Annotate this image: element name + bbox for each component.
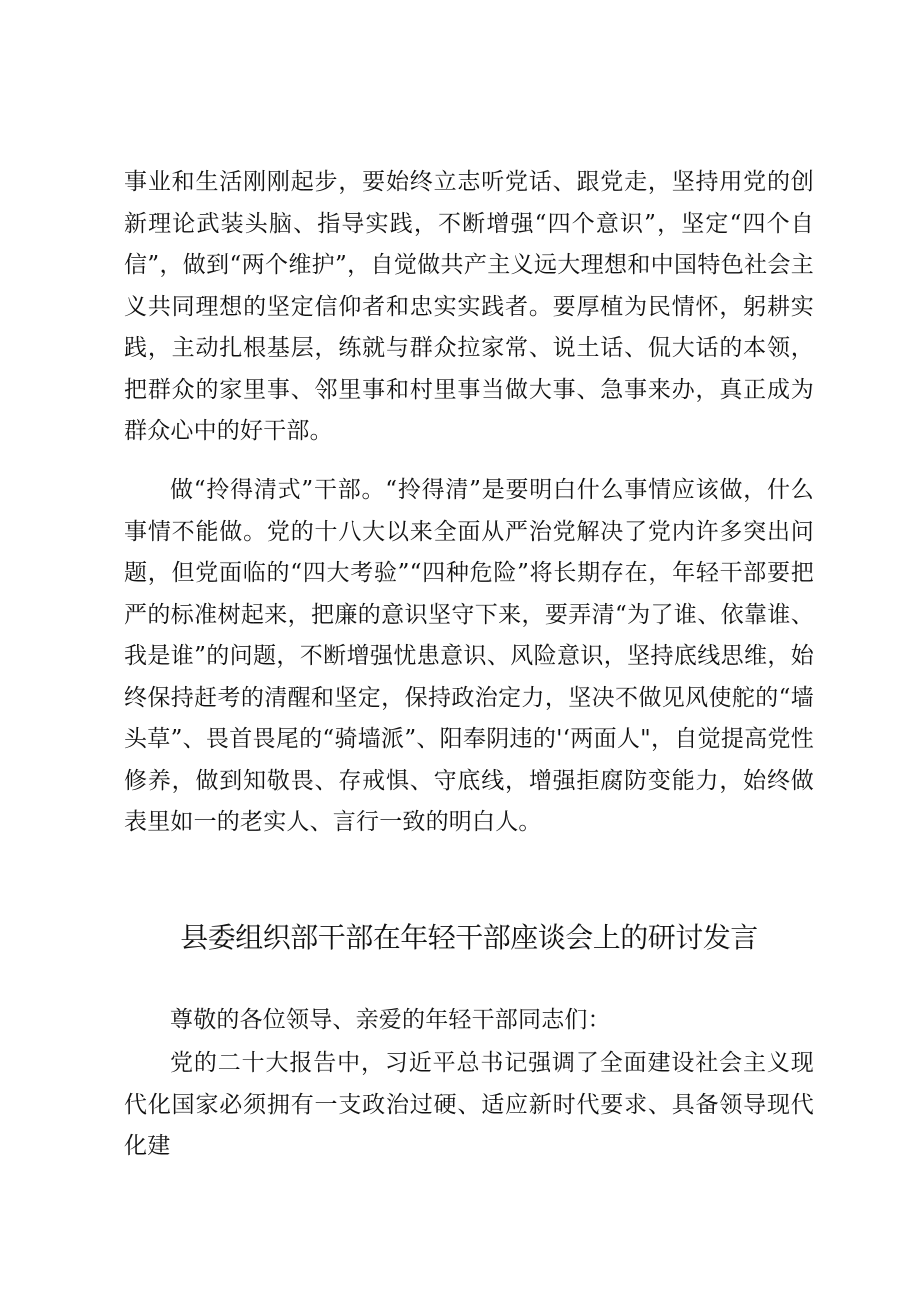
body-paragraph-1: 事业和生活刚刚起步，要始终立志听党话、跟党走，坚持用党的创新理论武装头脑、指导实践，不断增强“四个意识”，坚定“四个自信”，做到“两个维护”，自觉做共产主义远大理想和中国特色社会主义共同理想的坚定信仰者和忠实实践者。要厚植为民情怀，躬耕实践，主动扎根基层，练就与群众拉家常、说土话、侃大话的本领，把群众的家里事、邻里事和村里事当做大事、急事来办，真正成为群众心中的好干部。: [124, 169, 814, 444]
body-paragraph-3: 党的二十大报告中，习近平总书记强调了全面建设社会主义现代化国家必须拥有一支政治过硬、适应新时代要求、具备领导现代化建: [124, 1050, 814, 1159]
section-heading: 县委组织部干部在年轻干部座谈会上的研讨发言: [180, 921, 758, 954]
salutation: 尊敬的各位领导、亲爱的年轻干部同志们：: [170, 1007, 611, 1033]
body-paragraph-2: 做“拎得清式”干部。“拎得清”是要明白什么事情应该做，什么事情不能做。党的十八大以来全面从严治党解决了党内许多突出问题，但党面临的“四大考验”“四种危险”将长期存在，年轻干部要把严的标准树起来，把廉的意识坚守下来，要弄清“为了谁、依靠谁、我是谁”的问题，不断增强忧患意识、风险意识，坚持底线思维，始终保持赶考的清醒和坚定，保持政治定力，坚决不做见风使舵的“墙头草”、畏首畏尾的“骑墙派”、阳奉阴违的'‘两面人"，自觉提高党性修养，做到知敬畏、存戒惧、守底线，增强拒腐防变能力，始终做表里如一的老实人、言行一致的明白人。: [124, 477, 814, 835]
